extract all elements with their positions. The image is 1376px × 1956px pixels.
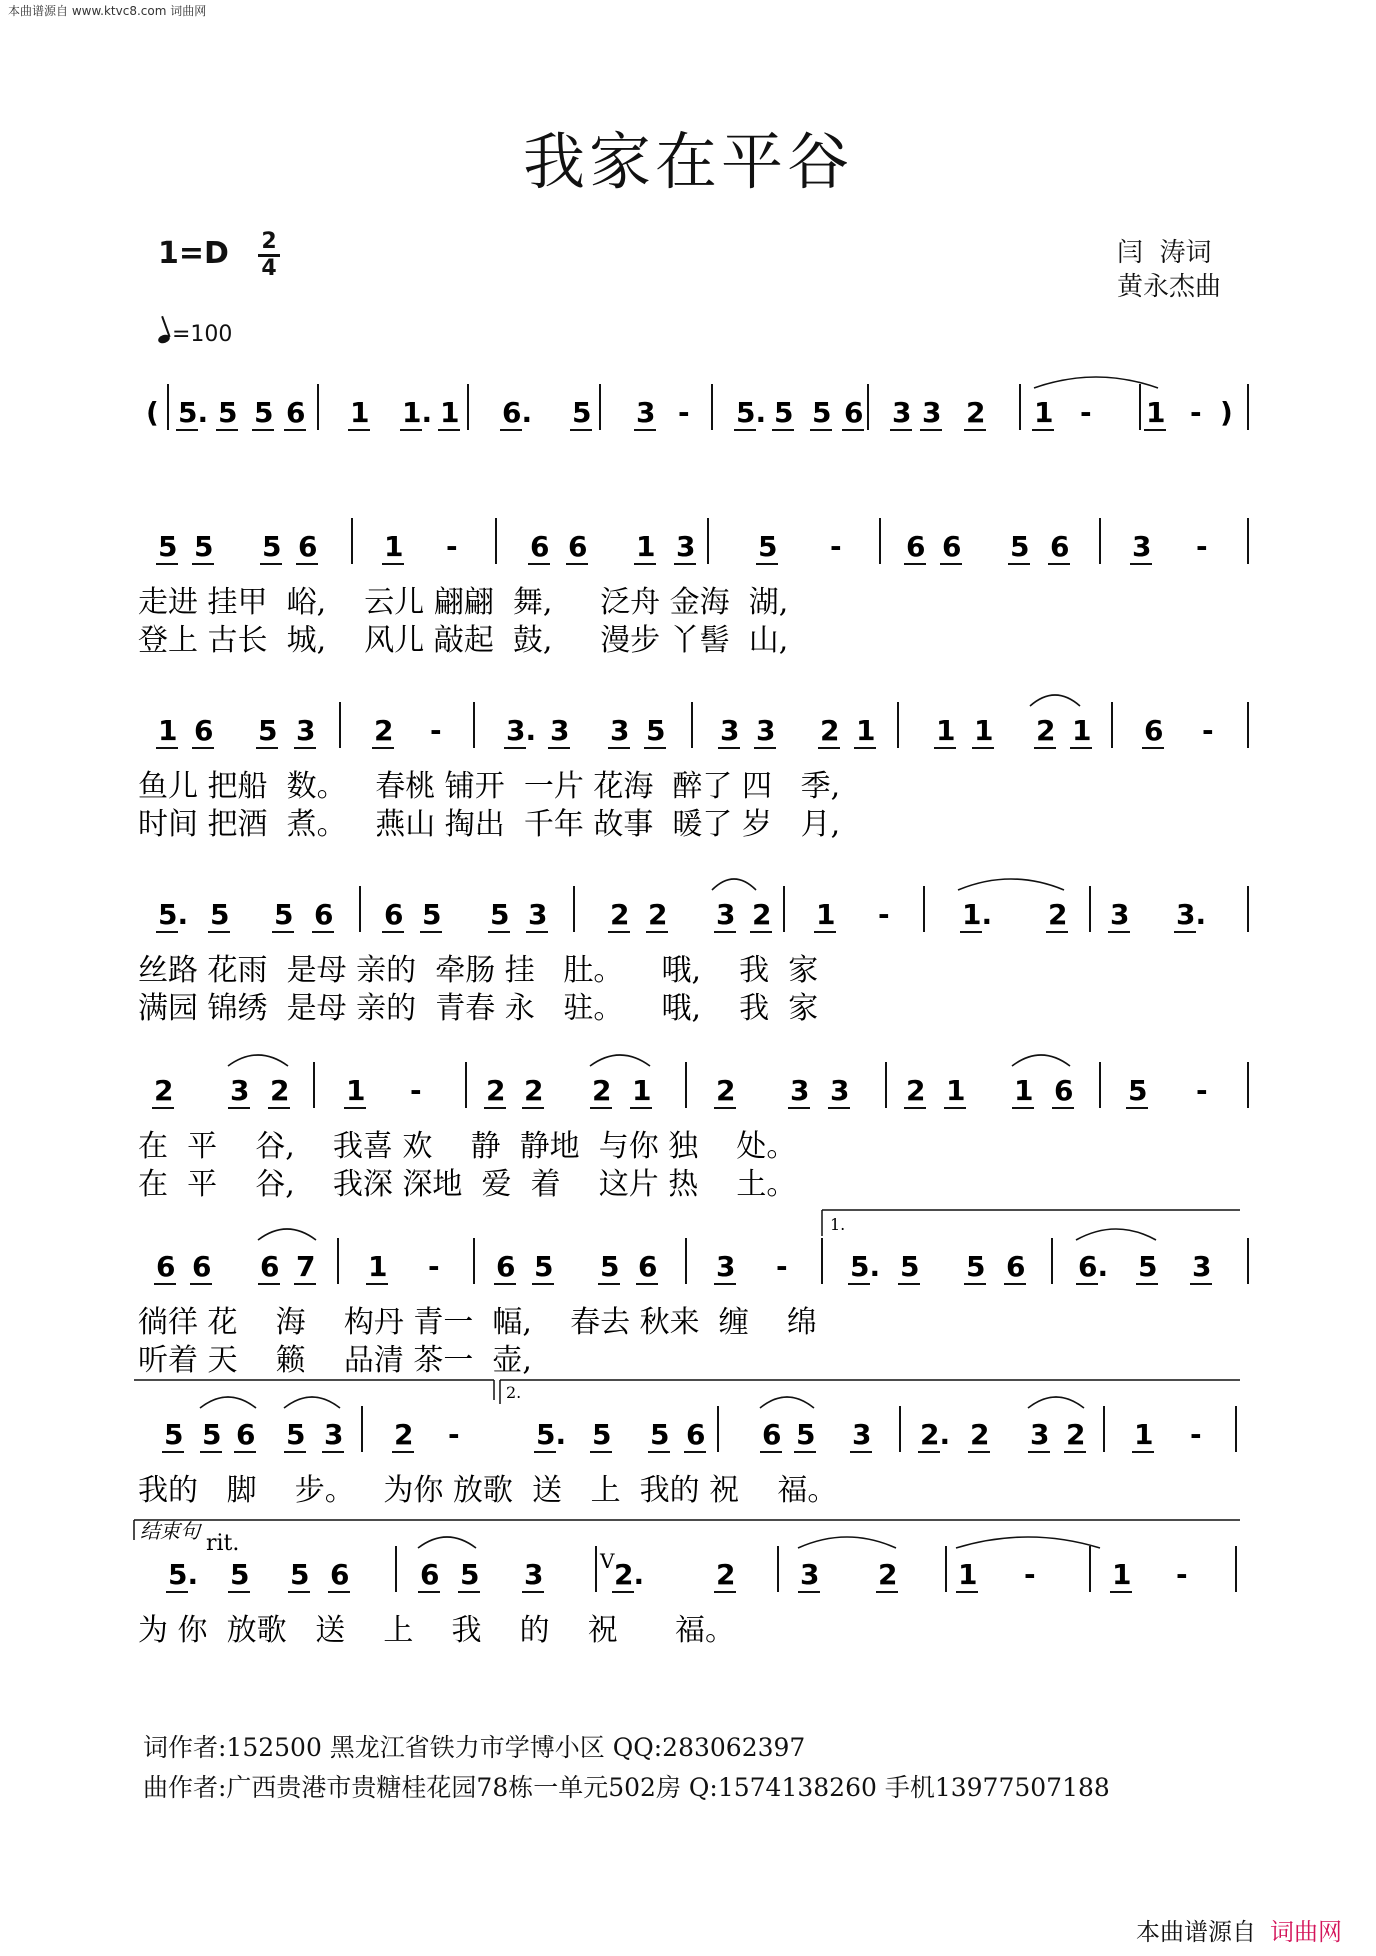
note: 1. (962, 898, 993, 931)
note: 6 (1054, 1074, 1074, 1107)
note: - (878, 898, 890, 931)
note: 3 (550, 714, 570, 747)
note: 5 (592, 1418, 612, 1451)
note: 5. (158, 898, 189, 931)
note: 3 (676, 530, 696, 563)
note: 3 (296, 714, 316, 747)
note: 6 (260, 1250, 280, 1283)
note: 6 (314, 898, 334, 931)
note: 1 (958, 1558, 978, 1591)
note: - (678, 396, 690, 429)
note: 6 (686, 1418, 706, 1451)
note: 2. (920, 1418, 951, 1451)
slur (956, 1537, 1100, 1548)
note: 1 (1072, 714, 1092, 747)
site-link[interactable]: 词曲网 (1270, 1918, 1342, 1946)
note: - (1196, 530, 1208, 563)
note: 1 (816, 898, 836, 931)
note: 2 (648, 898, 668, 931)
slur (200, 1397, 256, 1408)
note: 2 (1066, 1418, 1086, 1451)
note: - (1202, 714, 1214, 747)
note: 6. (502, 396, 533, 429)
note: 5 (158, 530, 178, 563)
note: 1. (402, 396, 433, 429)
note: 3 (830, 1074, 850, 1107)
lyric-line: 丝路 花雨 是母 亲的 牵肠 挂 肚。 哦, 我 家 (138, 953, 819, 988)
note: 5 (774, 396, 794, 429)
note: - (1190, 1418, 1202, 1451)
note: 5 (812, 396, 832, 429)
note: 3 (716, 1250, 736, 1283)
note: 6 (194, 714, 214, 747)
note: 3 (790, 1074, 810, 1107)
note: - (1024, 1558, 1036, 1591)
note: 3. (506, 714, 537, 747)
note: 2 (1036, 714, 1056, 747)
note: - (776, 1250, 788, 1283)
slur (228, 1055, 288, 1066)
note: 5 (1138, 1250, 1158, 1283)
lyric-line: 在 平 谷, 我深 深地 爱 着 这片 热 土。 (138, 1167, 797, 1202)
slur (712, 879, 756, 890)
note: 2 (592, 1074, 612, 1107)
note: 6 (1050, 530, 1070, 563)
note: - (830, 530, 842, 563)
note: 5. (736, 396, 767, 429)
note: 1 (856, 714, 876, 747)
time-signature-top: 2 (261, 229, 277, 254)
note: 1 (1146, 396, 1166, 429)
note: 5 (290, 1558, 310, 1591)
note: 6 (638, 1250, 658, 1283)
note: 3 (524, 1558, 544, 1591)
note: 6 (236, 1418, 256, 1451)
note: 5 (1010, 530, 1030, 563)
note: - (430, 714, 442, 747)
note: 3 (716, 898, 736, 931)
slur (258, 1229, 316, 1240)
bracket: ( (146, 396, 159, 429)
note: 5 (572, 396, 592, 429)
note: 1 (368, 1250, 388, 1283)
composer-credit: 黄永杰曲 (1116, 272, 1221, 302)
note: 6 (906, 530, 926, 563)
note: 6 (844, 396, 864, 429)
note: 3 (852, 1418, 872, 1451)
note: 3 (230, 1074, 250, 1107)
footer-lyricist-contact: 词作者:152500 黑龙江省铁力市学博小区 QQ:283062397 (143, 1733, 806, 1762)
note: - (448, 1418, 460, 1451)
note: 6 (530, 530, 550, 563)
note: - (1176, 1558, 1188, 1591)
note: 1 (632, 1074, 652, 1107)
note: 2 (486, 1074, 506, 1107)
note: 6 (762, 1418, 782, 1451)
lyric-line: 我的 脚 步。 为你 放歌 送 上 我的 祝 福。 (138, 1473, 838, 1508)
lyric-line: 为 你 放歌 送 上 我 的 祝 福。 (138, 1613, 736, 1648)
slur (1012, 1055, 1070, 1066)
note: 5 (966, 1250, 986, 1283)
note: 2 (716, 1558, 736, 1591)
note: 1 (158, 714, 178, 747)
footer-contacts (143, 1728, 1110, 1808)
note: 5 (900, 1250, 920, 1283)
watermark-text: 本曲谱源自 www.ktvc8.com 词曲网 (8, 4, 207, 18)
note: 2 (1048, 898, 1068, 931)
breath-mark: V (600, 1549, 615, 1573)
note: 6 (420, 1558, 440, 1591)
lyric-line: 鱼儿 把船 数。 春桃 铺开 一片 花海 醉了 四 季, (138, 769, 841, 804)
slur (760, 1397, 814, 1408)
note: 5 (218, 396, 238, 429)
note: 5 (202, 1418, 222, 1451)
note: 5 (534, 1250, 554, 1283)
note: 3 (1030, 1418, 1050, 1451)
note: 5 (258, 714, 278, 747)
note: 2 (394, 1418, 414, 1451)
note: - (428, 1250, 440, 1283)
note: 5 (600, 1250, 620, 1283)
note: 3 (800, 1558, 820, 1591)
ending-label: 结束句 (140, 1519, 200, 1543)
note: 3 (636, 396, 656, 429)
note: 6 (156, 1250, 176, 1283)
note: 6 (1144, 714, 1164, 747)
note: 2 (610, 898, 630, 931)
note: 5 (230, 1558, 250, 1591)
slur (284, 1397, 340, 1408)
note: 5 (646, 714, 666, 747)
lyric-line: 走进 挂甲 峪, 云儿 翩翩 舞, 泛舟 金海 湖, (138, 585, 789, 620)
note: 3 (756, 714, 776, 747)
lyric-line: 听着 天 籁 品清 茶一 壶, (138, 1343, 532, 1378)
note: 2 (966, 396, 986, 429)
note: 6. (1078, 1250, 1109, 1283)
note: 5 (164, 1418, 184, 1451)
note: 2. (614, 1558, 645, 1591)
note: 3 (892, 396, 912, 429)
slur (798, 1537, 896, 1548)
note: 5 (254, 396, 274, 429)
note: 2 (524, 1074, 544, 1107)
note: 5. (536, 1418, 567, 1451)
note: - (1190, 396, 1202, 429)
note: - (1196, 1074, 1208, 1107)
note: 2 (270, 1074, 290, 1107)
note: 5 (262, 530, 282, 563)
lyric-line: 登上 古长 城, 风儿 敲起 鼓, 漫步 丫髻 山, (138, 623, 789, 658)
tempo-value: =100 (172, 322, 233, 347)
source-label: 本曲谱源自 (1136, 1918, 1256, 1946)
time-signature-bottom: 4 (261, 256, 277, 281)
note: 1 (440, 396, 460, 429)
note: 7 (296, 1250, 316, 1283)
note: 5 (460, 1558, 480, 1591)
note: 1 (946, 1074, 966, 1107)
note: 2 (970, 1418, 990, 1451)
note: 5 (796, 1418, 816, 1451)
rit-label: rit. (206, 1531, 240, 1556)
note: 1 (936, 714, 956, 747)
lyric-line: 满园 锦绣 是母 亲的 青春 永 驻。 哦, 我 家 (138, 991, 819, 1026)
note: 1 (384, 530, 404, 563)
note: 5. (178, 396, 209, 429)
note: 6 (496, 1250, 516, 1283)
volta-first-label: 1. (830, 1215, 846, 1234)
note: 3 (922, 396, 942, 429)
note: 6 (942, 530, 962, 563)
note: 5 (650, 1418, 670, 1451)
note: 5 (274, 898, 294, 931)
note: 6 (384, 898, 404, 931)
note: 5 (490, 898, 510, 931)
slur (1030, 695, 1080, 706)
slur (1028, 1397, 1084, 1408)
note: 3 (528, 898, 548, 931)
note: 1 (974, 714, 994, 747)
note: - (410, 1074, 422, 1107)
note: 2 (716, 1074, 736, 1107)
note: 3 (1192, 1250, 1212, 1283)
note: 5 (286, 1418, 306, 1451)
lyric-line: 在 平 谷, 我喜 欢 静 静地 与你 独 处。 (138, 1129, 797, 1164)
note: 6 (298, 530, 318, 563)
note: 3 (1110, 898, 1130, 931)
slur (590, 1055, 650, 1066)
note: 1 (1112, 1558, 1132, 1591)
note: 1 (1134, 1418, 1154, 1451)
lyric-line: 时间 把酒 煮。 燕山 掏出 千年 故事 暖了 岁 月, (138, 807, 841, 842)
note: 3 (324, 1418, 344, 1451)
note: 2 (878, 1558, 898, 1591)
note: 2 (906, 1074, 926, 1107)
note: 5 (194, 530, 214, 563)
slur (1076, 1229, 1156, 1240)
note: 6 (330, 1558, 350, 1591)
note: 2 (154, 1074, 174, 1107)
note: - (446, 530, 458, 563)
note: 1 (1014, 1074, 1034, 1107)
note: 6 (1006, 1250, 1026, 1283)
note: 1 (1034, 396, 1054, 429)
note: 1 (350, 396, 370, 429)
lyric-line: 徜徉 花 海 构丹 青一 幅, 春去 秋来 缠 绵 (138, 1305, 817, 1340)
note: 5 (210, 898, 230, 931)
note: 2 (374, 714, 394, 747)
note: 2 (752, 898, 772, 931)
note: 3 (1132, 530, 1152, 563)
note: 3 (610, 714, 630, 747)
note: 6 (192, 1250, 212, 1283)
song-title: 我家在平谷 (522, 125, 853, 198)
note: 5 (1128, 1074, 1148, 1107)
note: 1 (346, 1074, 366, 1107)
source-footer (1136, 1912, 1342, 1947)
volta-second-label: 2. (506, 1383, 522, 1402)
note: 5 (758, 530, 778, 563)
note: - (1080, 396, 1092, 429)
key-signature: 1=D (158, 236, 229, 271)
note: 6 (568, 530, 588, 563)
lyricist-credit: 闫 涛词 (1116, 238, 1212, 268)
note: 6 (286, 396, 306, 429)
slur (958, 879, 1064, 890)
slur (418, 1537, 476, 1548)
note: 5. (850, 1250, 881, 1283)
note: 1 (636, 530, 656, 563)
footer-composer-contact: 曲作者:广西贵港市贵糖桂花园78栋一单元502房 Q:1574138260 手机13977507188 (143, 1773, 1110, 1802)
note: 2 (820, 714, 840, 747)
note: 5. (168, 1558, 199, 1591)
bracket: ) (1220, 396, 1233, 429)
note: 3. (1176, 898, 1207, 931)
note: 3 (720, 714, 740, 747)
note: 5 (422, 898, 442, 931)
